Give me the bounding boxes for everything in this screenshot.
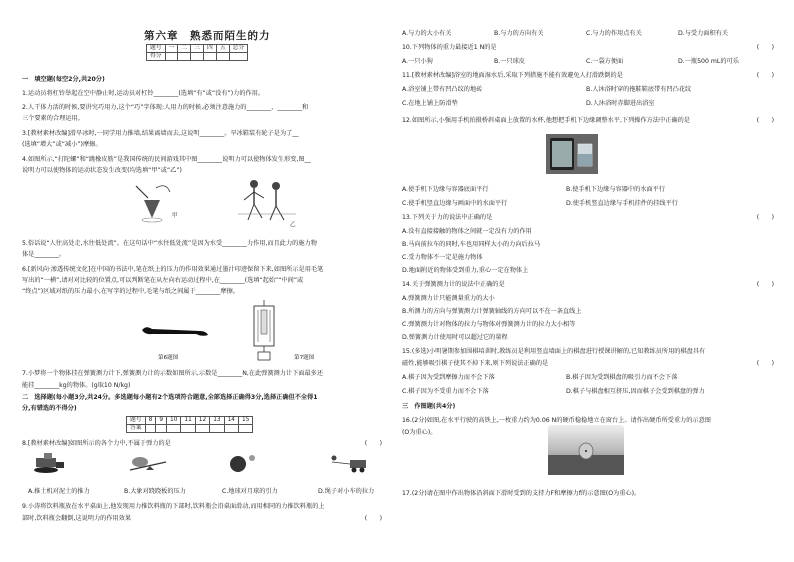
q11-option-a[interactable]: A.浴室铺上带有凹凸纹的地砖 <box>402 86 483 93</box>
question-6-line3: “终点”)区域对纸的压力最小,在写字的过程中,毛笔与纸之间属于________摩擦。 <box>22 288 239 295</box>
question-3-line1: 3.[教材素材改编]滑旱冰时,一同学用力推墙,结果离墙而去,这说明________。旱冰鞋装有轮子是为了__ <box>22 130 299 137</box>
q8-option-c[interactable]: C.地球对月球的引力 <box>222 488 278 495</box>
q14-option-d[interactable]: D.弹簧测力计使用时可以超过它的量程 <box>402 334 508 341</box>
score-cell: 一 <box>165 45 178 53</box>
bulldozer-illustration <box>30 452 70 474</box>
answer-cell: 8 <box>145 417 156 425</box>
q10-option-c[interactable]: C.一袋方便面 <box>586 58 624 65</box>
answer-cell: 11 <box>181 417 195 425</box>
q15-option-c[interactable]: C.棋子因为不受重力而不会下落 <box>402 388 489 395</box>
question-16-line2: (O为重心)。 <box>402 429 437 436</box>
question-3-line2: (选填“增大”或“减小”)摩擦。 <box>22 141 102 148</box>
score-blank[interactable] <box>229 53 248 61</box>
answer-cell: 13 <box>210 417 224 425</box>
score-blank[interactable] <box>165 53 178 61</box>
q14-option-a[interactable]: A.弹簧测力计只能测量重力的大小 <box>402 295 495 302</box>
score-blank[interactable] <box>191 53 204 61</box>
answer-blank[interactable] <box>167 425 181 433</box>
q9-option-d[interactable]: D.与受力面积有关 <box>678 30 729 37</box>
q13-option-a[interactable]: A.没有直接接触的物体之间就一定没有力的作用 <box>402 228 532 235</box>
question-6-line1: 6.[新风向·渗透传统文化]在中国的书法中,笔在纸上的压力的作用效果通过墨汁印迹保留下来,如图所示是用毛笔 <box>22 266 324 273</box>
answer-paren: ( ) <box>756 360 774 367</box>
q14-option-b[interactable]: B.所测力的方向与弹簧测力计弹簧轴线的方向可以不在一条直线上 <box>402 308 582 315</box>
score-table <box>146 44 248 61</box>
q15-option-d[interactable]: D.棋子与棋盘相互挤压,因而棋子会受到棋盘的弹力 <box>566 388 705 395</box>
answer-blank[interactable] <box>210 425 224 433</box>
score-blank[interactable] <box>204 53 217 61</box>
q13-option-b[interactable]: B.马向前拉车的同时,车也用同样大小的力向后拉马 <box>402 241 541 248</box>
brush-stroke-illustration <box>140 322 210 342</box>
answer-cell: 15 <box>238 417 252 425</box>
elephant-seesaw-illustration <box>128 452 168 474</box>
answer-blank[interactable] <box>238 425 252 433</box>
question-12: 12.如图所示,小强用手机拍摄桥斜桌面上放置的水杯,他想把手机下边缘调整水平,下列操作方法中正确的是 <box>402 117 690 124</box>
answer-table <box>126 416 253 433</box>
question-6-line2: 写出的“一横”,请对对比较的位置点,可以判断笔在从左向右运动过程中,在________(选填“起始”“中间”或 <box>22 277 304 284</box>
score-blank[interactable] <box>216 53 229 61</box>
score-cell: 总分 <box>229 45 248 53</box>
figure-label-yi: 乙 <box>290 222 296 228</box>
q14-option-c[interactable]: C.弹簧测力计对物体的拉力与物体对弹簧测力计的拉力大小相等 <box>402 321 576 328</box>
answer-paren: ( ) <box>756 214 774 221</box>
question-10: 10.下列物体的重力最接近1 N的是 <box>402 44 497 51</box>
score-cell: 得分 <box>147 53 166 61</box>
question-11: 11.[教材素材改编]浴室的地面湿水后,采取下列措施不能有效避免人打滑跌倒的是 <box>402 72 623 79</box>
figure-6-caption: 第6题图 <box>158 355 179 361</box>
figure-7-caption: 第7题图 <box>294 355 315 361</box>
answer-paren: ( ) <box>756 72 774 79</box>
question-5-line1: 5.俗话说“人往高处走,水往低处流”。在这句话中“水往低处流”是因为水受________力作用,而且此力的施力物 <box>22 240 317 247</box>
score-blank[interactable] <box>178 53 191 61</box>
q15-option-a[interactable]: A.棋子因为受到摩擦力而不会下落 <box>402 374 495 381</box>
q12-option-b[interactable]: B.使手机下边缘与容器中的水面平行 <box>566 186 666 193</box>
section-2-heading-line2: 分,有错选的不得分) <box>22 405 77 412</box>
answer-blank[interactable] <box>156 425 167 433</box>
answer-cell: 9 <box>156 417 167 425</box>
answer-blank[interactable] <box>181 425 195 433</box>
q10-option-d[interactable]: D.一瓶500 mL的可乐 <box>678 58 739 65</box>
question-8: 8.[教材素材改编]如图所示的各个力中,不属于弹力的是 <box>22 440 171 447</box>
q9-option-b[interactable]: B.与力的方向有关 <box>494 30 544 37</box>
answer-cell: 答案 <box>127 425 146 433</box>
question-13: 13.下列关于力的说法中正确的是 <box>402 214 493 221</box>
question-7-line1: 7.小梦将一个物体挂在弹簧测力计下,弹簧测力计的示数如图所示,示数是________N,在此弹簧测力计下面最多还 <box>22 370 324 377</box>
section-1-heading: 一 填空题(每空2分,共20分) <box>22 76 105 83</box>
question-14: 14.关于弹簧测力计的说法中正确的是 <box>402 281 505 288</box>
question-4-line1: 4.如图所示,“打陀螺”和“跳橡皮筋”是我国传统的民间游戏其中图________说明力可以使物体发生形变,图__ <box>22 156 311 163</box>
score-cell: 三 <box>191 45 204 53</box>
question-7-line2: 能挂________kg的物体。(g取10 N/kg) <box>22 382 131 389</box>
answer-blank[interactable] <box>195 425 209 433</box>
score-cell: 二 <box>178 45 191 53</box>
question-5-line2: 体是________。 <box>22 251 66 258</box>
jump-rope-illustration <box>234 176 304 228</box>
question-16-line1: 16.(2分)如图,在水平行驶的高铁上,一枚重力约为0.06 N的硬币稳稳地立在窗台上。请作出硬币所受重力的示意图 <box>402 417 711 424</box>
spring-scale-illustration <box>244 300 284 362</box>
q13-option-d[interactable]: D.地面附近的物体受到重力,重心一定在物体上 <box>402 267 529 274</box>
answer-cell: 题号 <box>127 417 146 425</box>
q11-option-c[interactable]: C.在地上铺上防滑垫 <box>402 100 458 107</box>
page-title: 第六章 熟悉而陌生的力 <box>144 30 271 42</box>
q8-option-d[interactable]: D.绳子对小车的拉力 <box>318 488 375 495</box>
question-2-line2: 三个要素的合理运用。 <box>22 115 84 122</box>
q9-option-c[interactable]: C.与力的作用点有关 <box>586 30 642 37</box>
answer-paren: ( ) <box>756 117 774 124</box>
answer-paren: ( ) <box>364 515 382 522</box>
score-cell: 题号 <box>147 45 166 53</box>
spinning-top-illustration <box>126 178 186 228</box>
answer-blank[interactable] <box>145 425 156 433</box>
q10-option-b[interactable]: B.一只球皮 <box>494 58 525 65</box>
answer-blank[interactable] <box>224 425 238 433</box>
q11-option-d[interactable]: D.人沐浴时赤脚进出浴室 <box>586 100 655 107</box>
q8-option-a[interactable]: A.推土机对泥土的推力 <box>28 488 90 495</box>
answer-paren: ( ) <box>364 440 382 447</box>
answer-cell: 10 <box>167 417 181 425</box>
q11-option-b[interactable]: B.人沐浴时穿的拖鞋鞋底带有凹凸花纹 <box>586 86 692 93</box>
answer-cell: 14 <box>224 417 238 425</box>
section-2-heading-line1: 二 选择题(每小题3分,共24分。多选题每小题有2个选项符合题意,全部选择正确得3分,选择正确但不全得1 <box>22 394 318 401</box>
score-cell: 五 <box>216 45 229 53</box>
q10-option-a[interactable]: A.一只小狗 <box>402 58 433 65</box>
question-9-line2: 部时,饮料瓶会翻倒,这说明力的作用效果 <box>22 515 132 522</box>
q12-option-c[interactable]: C.使手机竖直边缘与画面中的水面平行 <box>402 200 508 207</box>
q8-option-b[interactable]: B.大象对跷跷板的压力 <box>124 488 186 495</box>
q12-option-a[interactable]: A.使手机下边缘与容器底面平行 <box>402 186 489 193</box>
question-15-line1: 15.(多选)小明暑期参加围棋培训时,教练员是利用竖直墙面上的棋盘进行授课讲解的,已知教练员所用的棋盘具有 <box>402 348 706 355</box>
section-3-heading: 三 作图题(共4分) <box>402 403 456 410</box>
figure-label-jia: 甲 <box>172 213 178 219</box>
question-17: 17.(2分)请在图中作出物体沿斜面下滑时受到的支持力F和摩擦力f的示意图(O为重心)。 <box>402 490 641 497</box>
question-1: 1.运动员将杠铃举起在空中静止时,运动员对杠铃________(选填“有”或“没有”)力的作用。 <box>22 90 265 97</box>
score-cell: 四 <box>204 45 217 53</box>
q13-option-c[interactable]: C.受力物体不一定是施力物体 <box>402 254 483 261</box>
q15-option-b[interactable]: B.棋子因为受到棋盘的吸引力而不会下落 <box>566 374 678 381</box>
answer-paren: ( ) <box>756 44 774 51</box>
question-15-line2: 磁性,能够吸引棋子使其不掉下来,则下列说法正确的是 <box>402 360 549 367</box>
question-9-line1: 9.小涛将饮料瓶放在水平桌面上,他发现用力推饮料瓶的下部时,饮料瓶会沿桌面滑动,而用相同的力推饮料瓶的上 <box>22 503 325 510</box>
coin-on-windowsill-photo <box>548 425 624 475</box>
question-4-line2: 说明力可以使物体的运动状态发生改变(均选填“甲”或“乙”) <box>22 167 182 174</box>
phone-cup-photo <box>546 134 598 174</box>
question-2-line1: 2.人干体力活的时候,要讲究巧用力,这个“巧”字体现:人用力的时候,必须注意施力的________、________和 <box>22 104 309 111</box>
q12-option-d[interactable]: D.使手机竖直边缘与手机挂件的挂线平行 <box>566 200 678 207</box>
answer-cell: 12 <box>195 417 209 425</box>
answer-paren: ( ) <box>756 281 774 288</box>
earth-moon-illustration <box>228 452 258 474</box>
rope-cart-illustration <box>328 452 372 474</box>
q9-option-a[interactable]: A.与力的大小有关 <box>402 30 452 37</box>
